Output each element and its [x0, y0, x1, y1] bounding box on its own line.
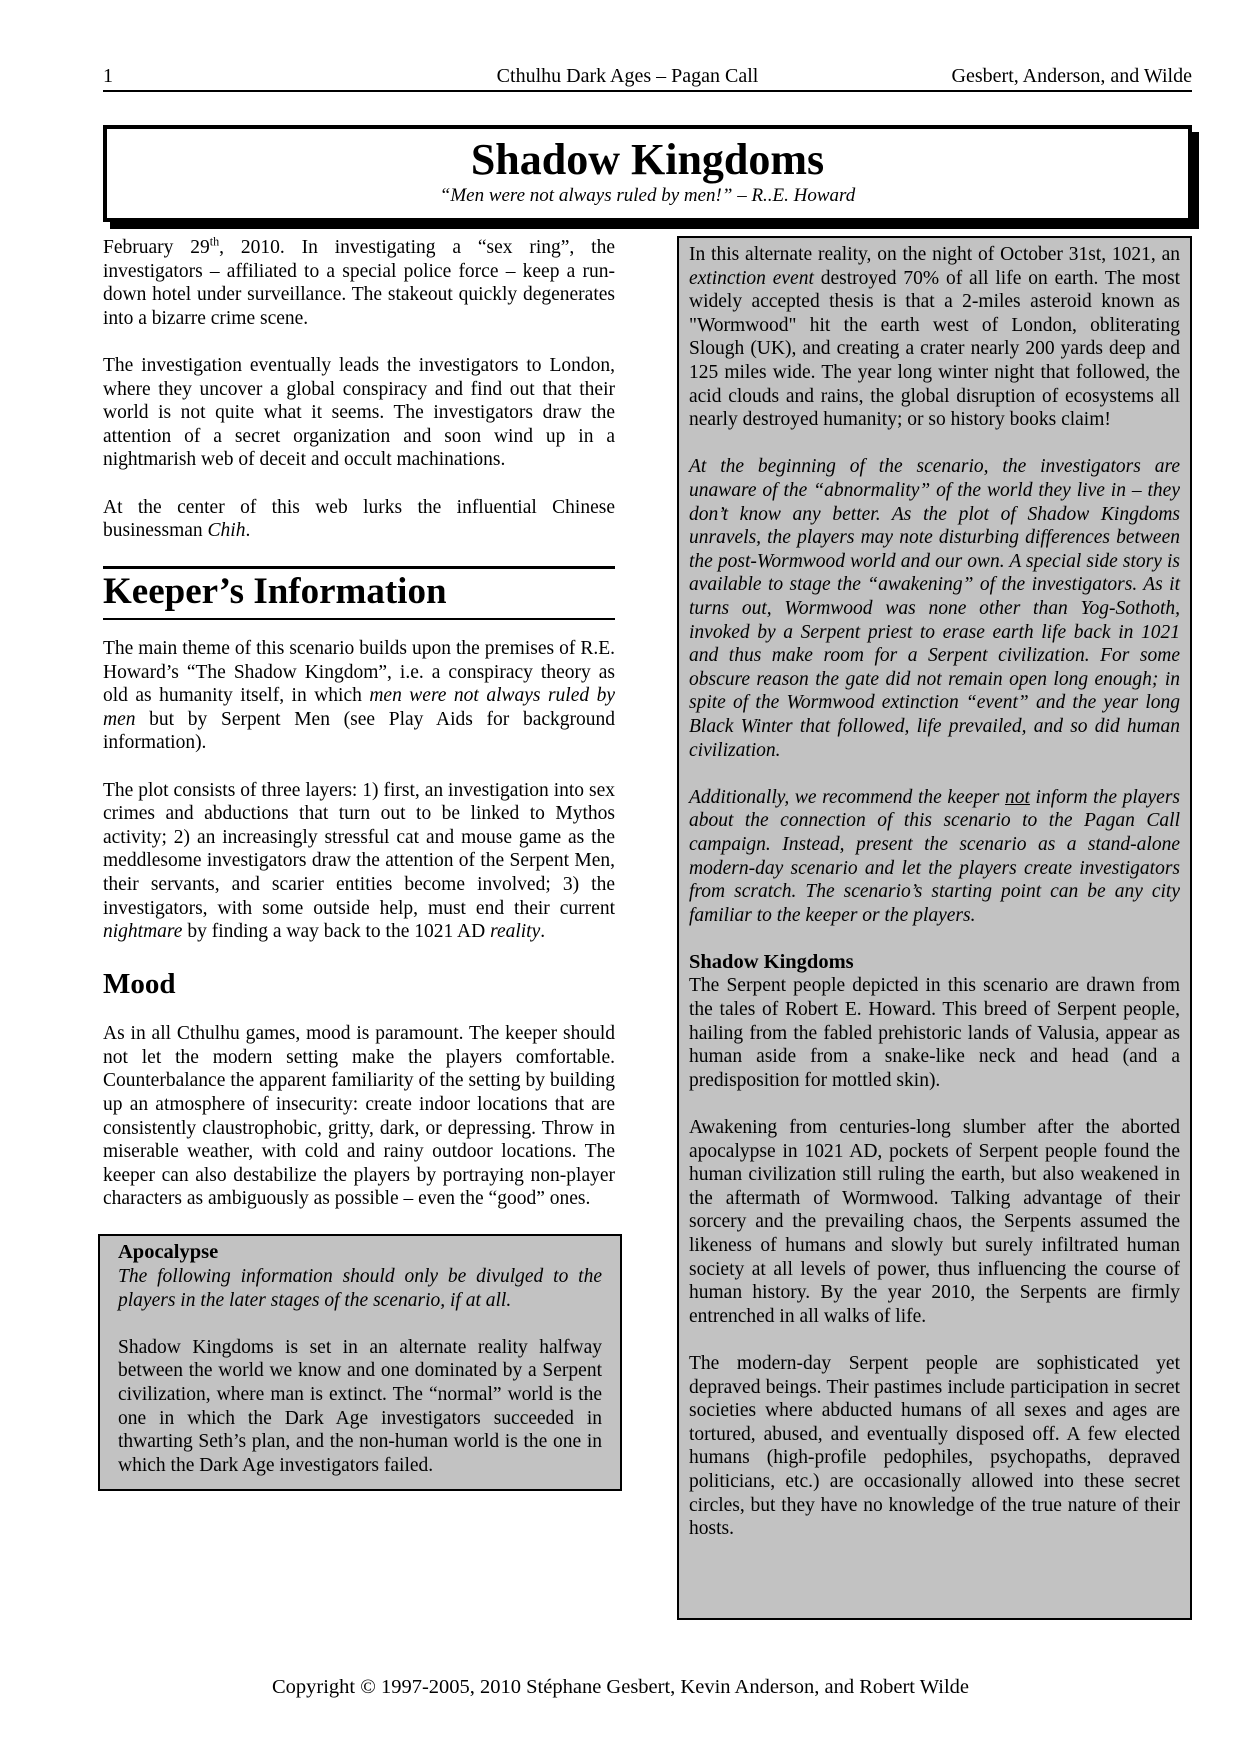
- scenario-secret-paragraph: At the beginning of the scenario, the investigators are unaware of the “abnormality” of the world they live in – they don’t know any better. As the plot of Shadow Kingdoms unravels, the players may note disturbing differences between the post-Wormwood world and our own. A special side story is available to stage the “awakening” of the investigators. As it turns out, Wormwood was none other than Yog-Sothoth, invoked by a Serpent priest to erase earth life back in 1021 and thus make room for a Serpent civilization. For some obscure reason the gate did not remain open long enough; in spite of the Wormwood extinction “event” and the year long Black Winter that followed, life prevailed, and so did human civilization.: [689, 456, 1180, 761]
- alternate-reality-paragraph: In this alternate reality, on the night of October 31st, 1021, an extinction event destroyed 70% of all life on earth. The most widely accepted thesis is that a 2-miles asteroid known as "Wormwood" hit the earth west of London, obliterating Slough (UK), and creating a crater nearly 200 yards deep and 125 miles wide. The year long winter night that followed, the acid clouds and rains, the global disruption of ecosystems all nearly destroyed humanity; or so history books claim!: [689, 244, 1180, 431]
- apocalypse-box-heading: Apocalypse: [118, 1241, 219, 1264]
- keeper-recommendation-paragraph: Additionally, we recommend the keeper not inform the players about the connection of this scenario to the Pagan Call campaign. Instead, present the scenario as a stand-alone modern-day scenario and let the players create investigators from scratch. The scenario’s starting point can be any city familiar to the keeper or the players.: [689, 786, 1180, 926]
- two-column-body: [103, 236, 1192, 1620]
- subsection-heading-shadow-kingdoms: Shadow Kingdoms: [689, 950, 854, 973]
- page-footer: [0, 1676, 1241, 1699]
- intro-paragraph-3: At the center of this web lurks the influential Chinese businessman Chih.: [103, 496, 615, 542]
- apocalypse-note-paragraph: The following information should only be divulged to the players in the later stages of the scenario, if at all.: [118, 1266, 602, 1311]
- serpent-people-paragraph-1: The Serpent people depicted in this scenario are drawn from the tales of Robert E. Howard. This breed of Serpent people, hailing from the fabled prehistoric lands of Valusia, appear as human aside from a snake-like neck and head (and a predisposition for mottled skin).: [689, 975, 1180, 1091]
- header-document-title: Cthulhu Dark Ages – Pagan Call: [496, 65, 759, 87]
- page-number: 1: [103, 65, 113, 87]
- keepers-paragraph-1: The main theme of this scenario builds upon the premises of R.E. Howard’s “The Shadow Kingdom”, i.e. a conspiracy theory as old as humanity itself, in which men were not always ruled by men but by Serpent Men (see Play Aids for background information).: [103, 638, 615, 754]
- keepers-paragraph-2: The plot consists of three layers: 1) first, an investigation into sex crimes and abductions that turn out to be linked to Mythos activity; 2) an increasingly stressful cat and mouse game as the meddlesome investigators draw the attention of the Serpent Men, their servants, and scarier entities become involved; 3) the investigators, with some outside help, must end their current nightmare by finding a way back to the 1021 AD reality.: [103, 779, 615, 943]
- serpent-people-paragraph-3: The modern-day Serpent people are sophisticated yet depraved beings. Their pastimes include participation in secret societies where abducted humans of all sexes and ages are tortured, abused, and eventually disposed off. A few elected humans (high-profile pedophiles, psychopaths, depraved politicians, etc.) are occasionally allowed into these secret circles, but they have no knowledge of the true nature of their hosts.: [689, 1352, 1180, 1540]
- apocalypse-sidebar-box: [98, 1234, 622, 1491]
- header-authors: Gesbert, Anderson, and Wilde: [951, 65, 1192, 87]
- apocalypse-body-paragraph: Shadow Kingdoms is set in an alternate reality halfway between the world we know and one dominated by a Serpent civilization, where man is extinct. The “normal” world is the one in which the Dark Age investigators succeeded in thwarting Seth’s plan, and the non-human world is the one in which the Dark Age investigators failed.: [118, 1336, 602, 1476]
- copyright-line: Copyright © 1997-2005, 2010 Stéphane Gesbert, Kevin Anderson, and Robert Wilde: [271, 1676, 970, 1698]
- intro-paragraph-2: The investigation eventually leads the investigators to London, where they uncover a global conspiracy and find out that their world is not quite what it seems. The investigators draw the attention of a secret organization and soon wind up in a nightmarish web of deceit and occult machinations.: [103, 355, 615, 471]
- intro-paragraph-1: February 29th, 2010. In investigating a “sex ring”, the investigators – affiliated to a special police force – keep a run-down hotel under surveillance. The stakeout quickly degenerates into a bizarre crime scene.: [103, 234, 615, 329]
- mood-paragraph: As in all Cthulhu games, mood is paramount. The keeper should not let the modern setting make the players comfortable. Counterbalance the apparent familiarity of the setting by building up an atmosphere of insecurity: create indoor locations that are consistently claustrophobic, gritty, dark, or depressing. Throw in miserable weather, with cold and rainy outdoor locations. The keeper can also destabilize the players by portraying non-player characters as ambiguously as possible – even the “good” ones.: [103, 1023, 615, 1210]
- subsection-heading-mood: Mood: [103, 968, 176, 1001]
- serpent-people-paragraph-2: Awakening from centuries-long slumber after the aborted apocalypse in 1021 AD, pockets of Serpent people found the human civilization still ruling the earth, but also weakened in the aftermath of Wormwood. Talking advantage of their sorcery and the prevailing chaos, the Serpents assumed the likeness of humans and slowly but surely infiltrated human society at all levels of power, thus influencing the course of human history. By the year 2010, the Serpents are firmly entrenched in all walks of life.: [689, 1117, 1180, 1327]
- scenario-title-box: [103, 125, 1192, 222]
- section-heading-keepers-information: Keeper’s Information: [103, 566, 615, 620]
- left-column: [103, 236, 615, 1491]
- page-header: [103, 62, 1192, 92]
- scenario-title: Shadow Kingdoms: [470, 135, 825, 184]
- scenario-epigraph: “Men were not always ruled by men!” – R..E. Howard: [439, 185, 856, 207]
- right-column-sidebar-box: [677, 236, 1192, 1620]
